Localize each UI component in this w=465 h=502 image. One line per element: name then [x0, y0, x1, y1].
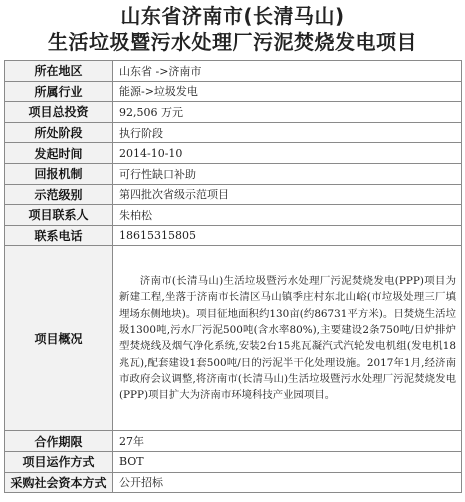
table-row-stage	[5, 122, 462, 143]
row-label-stage: 所处阶段	[5, 122, 113, 143]
project-info-table	[4, 60, 462, 493]
table-row-contact	[5, 205, 462, 226]
row-value-start-date: 2014-10-10	[113, 143, 462, 164]
table-row-investment	[5, 102, 462, 123]
row-value-overview: 济南市(长清马山)生活垃圾暨污水处理厂污泥焚烧发电(PPP)项目为新建工程,坐落于济南市长清区马山镇季庄村东北山峪(市垃圾处理三厂填埋场东侧地块)。项目征地面积约130亩(约86731平方米)。日焚烧生活垃圾1300吨,污水厂污泥500吨(含水率80%),主要建设2条750吨/日炉排炉型焚烧线及烟气净化系统,安装2台15兆瓦凝汽式汽轮发电机组(发电机18兆瓦),配套建设1套500吨/日的污泥半干化处理设施。2017年1月,经济南市政府会议调整,将济南市(长清马山)生活垃圾暨污水处理厂污泥焚烧发电(PPP)项目扩大为济南市环境科技产业园项目。	[113, 246, 462, 431]
row-label-phone: 联系电话	[5, 225, 113, 246]
row-label-industry: 所属行业	[5, 81, 113, 102]
row-value-demo-level: 第四批次省级示范项目	[113, 184, 462, 205]
row-label-region: 所在地区	[5, 61, 113, 82]
row-value-contact: 朱柏松	[113, 205, 462, 226]
row-label-contact: 项目联系人	[5, 205, 113, 226]
row-label-return-mechanism: 回报机制	[5, 163, 113, 184]
row-value-operation-mode: BOT	[113, 451, 462, 472]
title-line-1: 山东省济南市(长清马山)	[120, 4, 345, 28]
table-row-procurement	[5, 472, 462, 493]
row-value-region: 山东省 ->济南市	[113, 61, 462, 82]
table-row-return-mechanism	[5, 163, 462, 184]
row-value-term: 27年	[113, 431, 462, 452]
row-label-investment: 项目总投资	[5, 102, 113, 123]
table-row-term	[5, 431, 462, 452]
table-row-region	[5, 61, 462, 82]
table-row-operation-mode	[5, 451, 462, 472]
row-value-procurement: 公开招标	[113, 472, 462, 493]
table-row-demo-level	[5, 184, 462, 205]
page-title	[0, 0, 465, 56]
table-row-industry	[5, 81, 462, 102]
row-label-procurement: 采购社会资本方式	[5, 472, 113, 493]
row-label-operation-mode: 项目运作方式	[5, 451, 113, 472]
row-value-industry: 能源->垃圾发电	[113, 81, 462, 102]
row-label-start-date: 发起时间	[5, 143, 113, 164]
row-value-stage: 执行阶段	[113, 122, 462, 143]
row-label-term: 合作期限	[5, 431, 113, 452]
row-value-return-mechanism: 可行性缺口补助	[113, 163, 462, 184]
title-line-2: 生活垃圾暨污水处理厂污泥焚烧发电项目	[48, 30, 417, 54]
table-row-start-date	[5, 143, 462, 164]
row-label-overview: 项目概况	[5, 246, 113, 431]
row-label-demo-level: 示范级别	[5, 184, 113, 205]
table-row-phone	[5, 225, 462, 246]
table-row-overview	[5, 246, 462, 431]
row-value-investment: 92,506 万元	[113, 102, 462, 123]
row-value-phone: 18615315805	[113, 225, 462, 246]
